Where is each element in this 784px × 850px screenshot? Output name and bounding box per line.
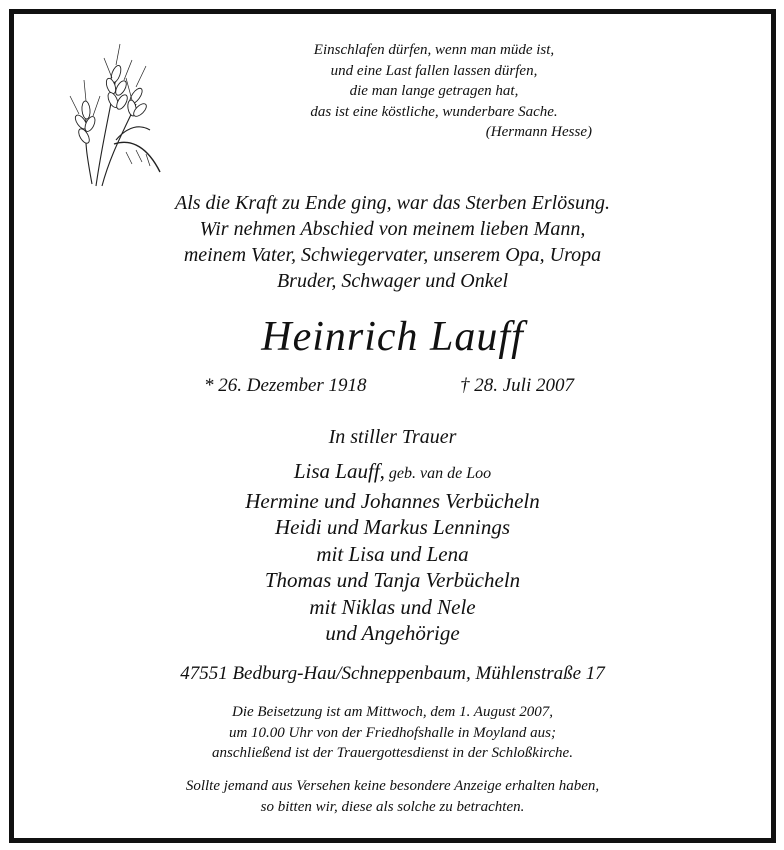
poem-line: die man lange getragen hat,: [349, 83, 519, 99]
intro-line: Bruder, Schwager und Onkel: [276, 270, 509, 292]
deceased-name: Heinrich Lauff: [261, 314, 524, 360]
intro-text: [14, 190, 771, 294]
poem-line: das ist eine köstliche, wunderbare Sache.: [310, 103, 558, 120]
family-list: [14, 458, 771, 647]
poem-author: (Hermann Hesse): [485, 124, 592, 140]
birth-date: * 26. Dezember 1918: [204, 375, 367, 396]
family-line: Thomas und Tanja Verbücheln: [264, 568, 521, 592]
intro-line: Als die Kraft zu Ende ging, war das Sterben Erlösung.: [175, 192, 610, 214]
widow-name: Lisa Lauff,: [293, 459, 385, 483]
notice-line: Die Beisetzung ist am Mittwoch, dem 1. August 2007,: [232, 704, 553, 720]
funeral-notice: [14, 702, 771, 764]
wheat-ears-icon: [66, 38, 162, 188]
family-line: mit Lisa und Lena: [316, 541, 469, 566]
family-line: Heidi und Markus Lennings: [274, 515, 511, 539]
death-date: † 28. Juli 2007: [460, 375, 574, 396]
intro-line: Wir nehmen Abschied von meinem lieben Mann,: [199, 218, 586, 240]
address: 47551 Bedburg-Hau/Schneppenbaum, Mühlenstraße 17: [180, 663, 605, 684]
closing-line: Sollte jemand aus Versehen keine besondere Anzeige erhalten haben,: [185, 778, 600, 794]
family-line: und Angehörige: [325, 621, 460, 645]
poem-line: und eine Last fallen lassen dürfen,: [330, 62, 538, 79]
obituary-frame: [9, 9, 776, 843]
notice-line: um 10.00 Uhr von der Friedhofshalle in Moyland aus;: [228, 724, 557, 741]
closing-note: [14, 776, 771, 817]
widow-maiden-name: geb. van de Loo: [384, 465, 492, 482]
mourning-heading: In stiller Trauer: [328, 426, 457, 448]
closing-line: so bitten wir, diese als solche zu betrachten.: [260, 798, 525, 815]
intro-line: meinem Vater, Schwiegervater, unserem Opa, Uropa: [183, 244, 602, 266]
family-line: mit Niklas und Nele: [309, 594, 476, 619]
notice-line: anschließend ist der Trauergottesdienst in der Schloßkirche.: [212, 745, 573, 761]
poem-line: Einschlafen dürfen, wenn man müde ist,: [313, 42, 555, 58]
family-line: Hermine und Johannes Verbücheln: [245, 488, 540, 513]
poem: [254, 40, 614, 143]
family-line-widow: [14, 458, 771, 488]
